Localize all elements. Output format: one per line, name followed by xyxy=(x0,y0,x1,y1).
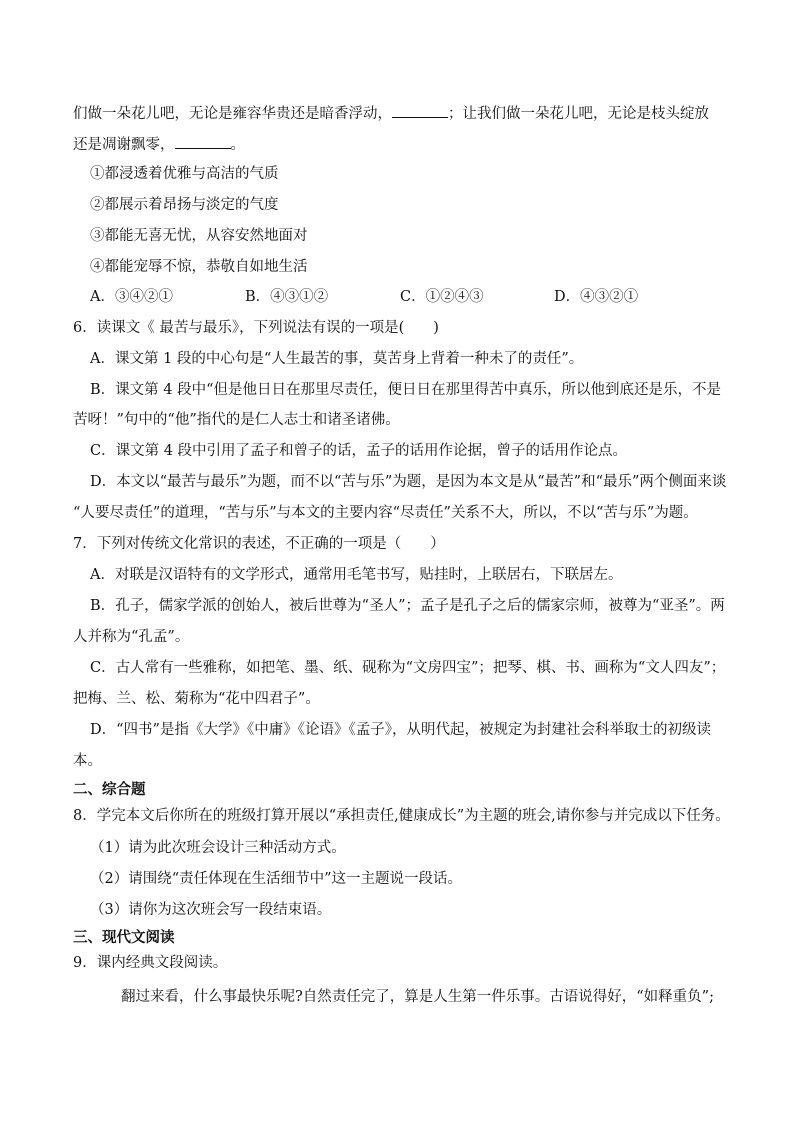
q5-option-b[interactable]: B．④③①② xyxy=(245,289,329,305)
answer-blank[interactable] xyxy=(392,103,448,118)
answer-blank[interactable] xyxy=(175,134,231,149)
q5-text: 还是凋谢飘零， xyxy=(73,137,175,153)
q8-stem: 8．学完本文后你所在的班级打算开展以“承担责任,健康成长”为主题的班会,请你参与并完成以下任务。 xyxy=(73,808,730,824)
q5-text: 。 xyxy=(230,137,245,153)
q5-item: ②都展示着昂扬与淡定的气度 xyxy=(90,197,279,213)
q7-option-d-cont: 本。 xyxy=(73,753,102,769)
q5-line-1 xyxy=(73,103,709,124)
q7-option-a[interactable]: A．对联是汉语特有的文学形式，通常用毛笔书写，贴挂时，上联居右，下联居左。 xyxy=(90,567,623,583)
q7-option-c[interactable]: C．古人常有一些雅称，如把笔、墨、纸、砚称为“文房四宝”；把琴、棋、书、画称为“文人四友”； xyxy=(90,660,726,676)
q7-option-b-cont: 人并称为“孔孟”。 xyxy=(73,629,190,645)
q9-stem: 9．课内经典文段阅读。 xyxy=(73,955,228,971)
q8-task-1: （1）请为此次班会设计三种活动方式。 xyxy=(90,840,346,856)
q6-option-c[interactable]: C．课文第 4 段中引用了孟子和曾子的话，孟子的话用作论据，曾子的话用作论点。 xyxy=(90,443,628,459)
q8-task-2: （2）请围绕“责任体现在生活细节中”这一主题说一段话。 xyxy=(90,871,463,887)
q6-option-b-cont: 苦呀！”句中的“他”指代的是仁人志士和诸圣诸佛。 xyxy=(73,412,400,428)
section-heading-modern-reading: 三、现代文阅读 xyxy=(73,929,175,946)
q5-text: 们做一朵花儿吧，无论是雍容华贵还是暗香浮动， xyxy=(73,106,392,122)
q7-option-d[interactable]: D．“四书”是指《大学》《中庸》《论语》《孟子》，从明代起，被规定为封建社会科举取士的初级读 xyxy=(90,722,711,738)
q5-options xyxy=(90,287,710,307)
q6-option-a[interactable]: A．课文第 1 段的中心句是“人生最苦的事，莫苦身上背着一种未了的责任”。 xyxy=(90,351,584,367)
q6-option-d-cont: “人要尽责任”的道理，“苦与乐”与本文的主要内容“尽责任”关系不大，所以，不以“苦与乐”为题。 xyxy=(73,505,698,521)
q5-item: ③都能无喜无忧，从容安然地面对 xyxy=(90,228,308,244)
q5-option-a[interactable]: A．③④②① xyxy=(90,289,173,305)
q5-text: ；让我们做一朵花儿吧，无论是枝头绽放 xyxy=(448,106,709,122)
q5-option-c[interactable]: C．①②④③ xyxy=(400,289,484,305)
section-heading-comprehensive: 二、综合题 xyxy=(73,781,146,798)
q9-passage: 翻过来看，什么事最快乐呢?自然责任完了，算是人生第一件乐事。古语说得好，“如释重负”; xyxy=(121,989,714,1005)
q5-item: ①都浸透着优雅与高洁的气质 xyxy=(90,166,279,182)
q5-option-d[interactable]: D．④③②① xyxy=(554,289,639,305)
q6-option-b[interactable]: B．课文第 4 段中“但是他日日在那里尽责任，便日日在那里得苦中真乐，所以他到底还是乐，不是 xyxy=(90,382,722,398)
q5-item: ④都能宠辱不惊，恭敬自如地生活 xyxy=(90,259,308,275)
q7-stem: 7．下列对传统文化常识的表述，不正确的一项是（ ） xyxy=(73,536,445,552)
q8-task-3: （3）请你为这次班会写一段结束语。 xyxy=(90,902,332,918)
q7-option-c-cont: 把梅、兰、松、菊称为“花中四君子”。 xyxy=(73,691,320,707)
q5-line-2 xyxy=(73,134,245,155)
q6-stem: 6．读课文《 最苦与最乐》，下列说法有误的一项是( ) xyxy=(73,320,439,336)
q7-option-b[interactable]: B．孔子，儒家学派的创始人，被后世尊为“圣人”；孟子是孔子之后的儒家宗师，被尊为“亚圣”。两 xyxy=(90,598,725,614)
q6-option-d[interactable]: D．本文以“最苦与最乐”为题，而不以“苦与乐”为题，是因为本文是从“最苦”和“最乐”两个侧面来谈 xyxy=(90,474,727,490)
